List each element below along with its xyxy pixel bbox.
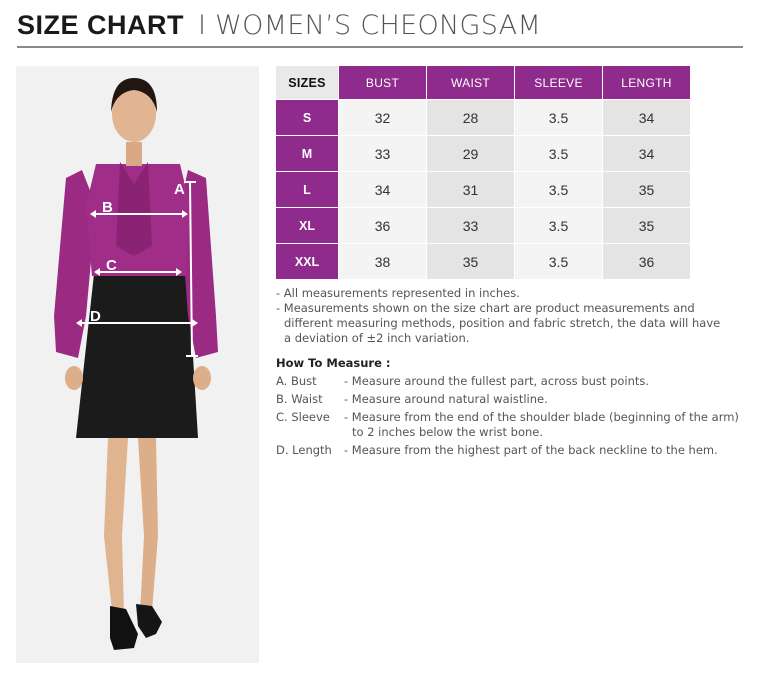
cell-length: 35	[602, 171, 690, 207]
how-to-text-block	[344, 410, 756, 440]
size-label: XXL	[276, 243, 338, 279]
header-bust: BUST	[338, 66, 426, 99]
note-line: different measuring methods, position and fabric stretch, the data will have	[284, 316, 721, 330]
measurement-notes	[276, 286, 746, 346]
cell-length: 34	[602, 99, 690, 135]
cell-bust: 32	[338, 99, 426, 135]
how-to-text: - Measure around natural waistline.	[344, 392, 548, 406]
label-d: D	[90, 308, 101, 325]
cell-length: 35	[602, 207, 690, 243]
note-line: - Measurements shown on the size chart are product measurements and	[276, 301, 695, 315]
cell-sleeve: 3.5	[514, 135, 602, 171]
cell-sleeve: 3.5	[514, 243, 602, 279]
label-c: C	[106, 257, 117, 274]
cell-sleeve: 3.5	[514, 171, 602, 207]
left-leg	[104, 438, 128, 614]
size-label: M	[276, 135, 338, 171]
size-label: L	[276, 171, 338, 207]
cell-sleeve: 3.5	[514, 99, 602, 135]
table-row	[276, 171, 690, 207]
how-to-text: - Measure around the fullest part, across bust points.	[344, 374, 650, 388]
how-to-item	[276, 410, 756, 440]
cell-sleeve: 3.5	[514, 207, 602, 243]
label-a: A	[174, 181, 185, 198]
model-figure	[16, 66, 259, 663]
table-row	[276, 135, 690, 171]
how-to-text: - Measure from the highest part of the back neckline to the hem.	[344, 443, 718, 457]
header-waist: WAIST	[426, 66, 514, 99]
how-to-item	[276, 392, 756, 407]
size-table	[276, 66, 690, 279]
header-sizes: SIZES	[276, 66, 338, 99]
how-to-key: B. Waist	[276, 392, 323, 406]
table-header-row	[276, 66, 690, 99]
right-hand	[193, 366, 211, 390]
size-label: S	[276, 99, 338, 135]
table-row	[276, 207, 690, 243]
how-to-item	[276, 374, 756, 389]
title-subtitle: I WOMEN’S CHEONGSAM	[198, 10, 542, 41]
how-to-text: - Measure from the end of the shoulder blade (beginning of the arm)	[344, 410, 739, 424]
label-b: B	[102, 199, 113, 216]
cell-waist: 33	[426, 207, 514, 243]
how-to-key: D. Length	[276, 443, 332, 457]
neck	[126, 142, 142, 166]
left-hand	[65, 366, 83, 390]
how-to-title: How To Measure :	[276, 356, 391, 370]
how-to-item	[276, 443, 756, 458]
header-sleeve: SLEEVE	[514, 66, 602, 99]
cell-bust: 36	[338, 207, 426, 243]
header-length: LENGTH	[602, 66, 690, 99]
cell-bust: 33	[338, 135, 426, 171]
cell-waist: 35	[426, 243, 514, 279]
cell-waist: 29	[426, 135, 514, 171]
right-shoe	[136, 604, 162, 638]
how-to-key: C. Sleeve	[276, 410, 330, 424]
how-to-key: A. Bust	[276, 374, 317, 388]
right-leg	[138, 438, 158, 614]
page-title	[17, 10, 541, 46]
cell-waist: 31	[426, 171, 514, 207]
note-line: a deviation of ±2 inch variation.	[284, 331, 470, 345]
left-shoe	[110, 606, 138, 650]
cell-bust: 38	[338, 243, 426, 279]
size-label: XL	[276, 207, 338, 243]
skirt	[76, 274, 198, 438]
table-row	[276, 243, 690, 279]
cell-length: 36	[602, 243, 690, 279]
note-line: - All measurements represented in inches.	[276, 286, 520, 300]
cell-length: 34	[602, 135, 690, 171]
model-illustration	[16, 66, 259, 663]
cell-bust: 34	[338, 171, 426, 207]
cell-waist: 28	[426, 99, 514, 135]
how-to-text-continued: to 2 inches below the wrist bone.	[352, 425, 544, 439]
how-to-measure	[276, 356, 756, 461]
title-bold: SIZE CHART	[17, 10, 184, 40]
title-divider	[17, 46, 743, 48]
table-row	[276, 99, 690, 135]
